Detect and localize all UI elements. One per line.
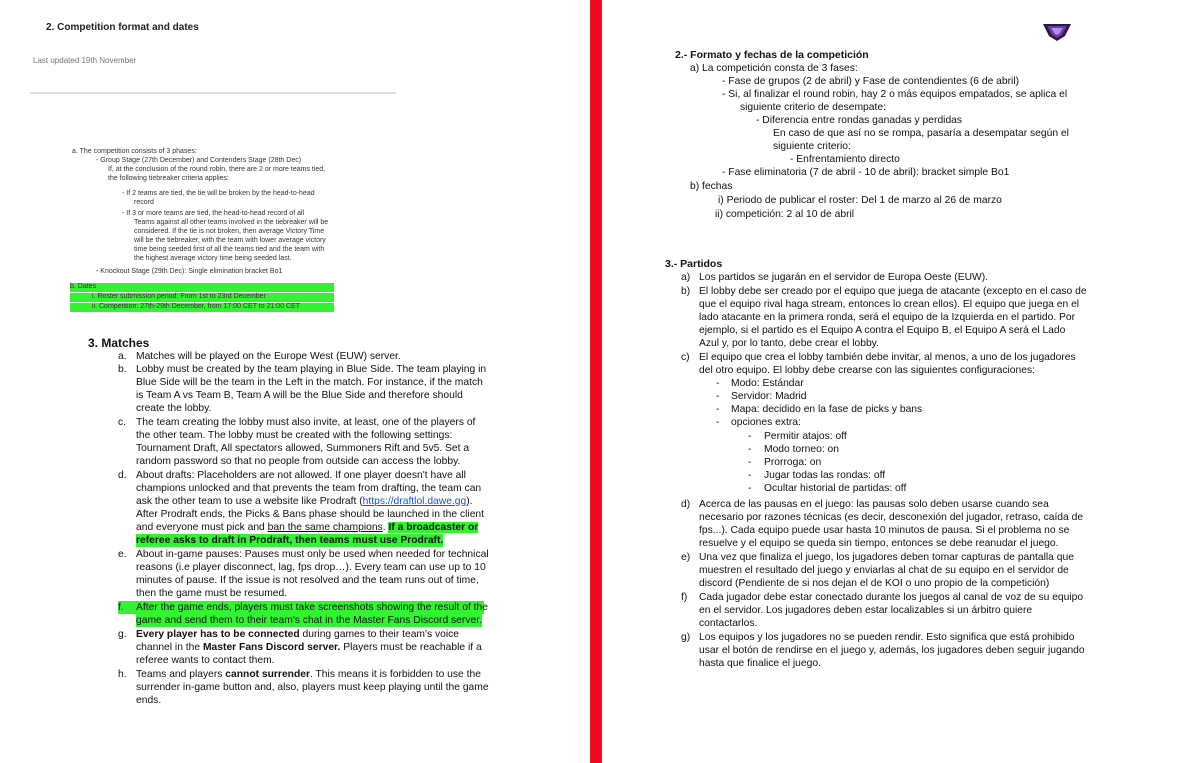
partidos-line: Acerca de las pausas en el juego: las pausas solo deben usarse cuando sea	[699, 499, 1049, 510]
match-rule-line: reasons (i.e player disconnect, lag, fps drop…). Every team can use up to 10	[136, 562, 486, 573]
rule-text: .	[382, 522, 389, 533]
list-marker: -	[748, 483, 752, 494]
partidos-line: lado atacante en la primera ronda, será el equipo de la Izquierda en el partido. Por	[699, 312, 1076, 323]
list-marker: a.	[118, 351, 127, 362]
partidos-line: El equipo que crea el lobby también debe invitar, al menos, a uno de los jugadores	[699, 352, 1076, 363]
rule-text: Teams and players	[136, 669, 226, 680]
phase-line: time being seeded first of all the teams tied and the team with	[134, 246, 325, 253]
dates-heading: b. Dates	[70, 283, 334, 292]
draftlol-link[interactable]: https://draftlol.dawe.gg	[362, 496, 467, 507]
match-rule-line: Tournament Draft, All spectators allowed, Summoners Rift and 5v5. Set a	[136, 443, 470, 454]
list-marker: c)	[681, 352, 690, 363]
settings-line: Permitir atajos: off	[764, 431, 847, 442]
highlight-text: After the game ends, players must take screenshots showing the result of the	[136, 602, 488, 613]
match-rule-line: ends.	[136, 695, 162, 706]
format-line: - Diferencia entre rondas ganadas y perdidas	[756, 115, 963, 126]
match-rule-line: referee wants to contact them.	[136, 655, 275, 666]
match-rule-line: is Team A vs Team B, Team A will be the Blue Side and therefore should	[136, 390, 463, 401]
section-title: 2. Competition format and dates	[46, 22, 199, 33]
partidos-line: El lobby debe ser creado por el equipo que juega de atacante (excepto en el caso de	[699, 286, 1087, 297]
format-line: - Fase de grupos (2 de abril) y Fase de contendientes (6 de abril)	[722, 76, 1020, 87]
format-line: b) fechas	[690, 181, 733, 192]
rule-text: ask the other team to use a website like Prodraft (	[136, 496, 363, 507]
match-rule-line	[136, 521, 478, 534]
format-line: En caso de que así no se rompa, pasaría a desempatar según el	[773, 128, 1069, 139]
list-marker: e.	[118, 549, 127, 560]
list-marker: f)	[681, 592, 688, 603]
list-marker: b)	[681, 286, 691, 297]
match-rule-line: After Prodraft ends, the Picks & Bans phase should be launched in the client	[136, 509, 485, 520]
partidos-line: Una vez que finaliza el juego, los jugadores deben tomar capturas de pantalla que	[699, 552, 1074, 563]
phase-line: considered. If the tie is not broken, then average Victory Time	[134, 228, 325, 235]
matches-heading: 3. Matches	[88, 336, 150, 350]
rule-text: . This means it is forbidden to use the	[309, 669, 481, 680]
settings-line: Mapa: decidido en la fase de picks y bans	[731, 404, 923, 415]
partidos-heading: 3.- Partidos	[665, 258, 723, 270]
partidos-line: discord (Pendiente de si nos dejan el de KOI o uno propio de la competición)	[699, 578, 1050, 589]
match-rule-line	[136, 668, 481, 681]
competition-dates-line: ii. Competition: 27th-29th December, from 17:00 CET to 21:00 CET	[70, 303, 334, 312]
match-rule-line	[136, 641, 482, 654]
rule-text: and everyone must pick and	[136, 522, 268, 533]
match-rule-line: Lobby must be created by the team playing in Blue Side. The team playing in	[136, 364, 487, 375]
rule-text: ).	[466, 496, 473, 507]
match-rule-line	[136, 628, 459, 641]
settings-line: Jugar todas las rondas: off	[764, 470, 886, 481]
list-marker: h.	[118, 669, 127, 680]
phase-line: will be the tiebreaker, with the team with lower average victory	[134, 237, 326, 244]
format-line: - Si, al finalizar el round robin, hay 2 o más equipos empatados, se aplica el	[722, 89, 1068, 100]
match-rule-line: champions unlocked and that prevents the team from drafting, the team can	[136, 483, 482, 494]
red-divider-bar	[590, 0, 602, 763]
settings-line: Modo: Estándar	[731, 378, 804, 389]
match-rule-line: The team creating the lobby must also invite, at least, one of the players of	[136, 417, 476, 428]
format-line: ii) competición: 2 al 10 de abril	[715, 209, 855, 220]
list-marker: c.	[118, 417, 127, 428]
match-rule-line: create the lobby.	[136, 403, 212, 414]
list-marker: -	[748, 444, 752, 455]
list-marker: -	[748, 457, 752, 468]
format-line: a) La competición consta de 3 fases:	[690, 63, 858, 74]
format-line: siguiente criterio:	[773, 141, 851, 152]
highlight-text: referee asks to draft in Prodraft, then teams must use Prodraft.	[136, 535, 444, 546]
format-line: - Fase eliminatoria (7 de abril - 10 de abril): bracket simple Bo1	[722, 167, 1010, 178]
partidos-line: que el equipo rival haga stream, entonces lo crean ellos). El equipo que juega en el	[699, 299, 1080, 310]
rule-text: during games to their team's voice	[299, 629, 460, 640]
phase-line: Teams against all other teams involved in the tiebreaker will be	[134, 219, 329, 226]
format-line: i) Periodo de publicar el roster: Del 1 de marzo al 26 de marzo	[718, 195, 1002, 206]
partidos-line: usar el botón de rendirse en el juego y, además, los jugadores deben seguir jugando	[699, 645, 1085, 656]
ban-same-text: ban the same champions	[267, 522, 383, 533]
partidos-line: del otro equipo. El lobby debe crearse con las siguientes configuraciones:	[699, 365, 1036, 376]
shield-logo-icon	[1041, 22, 1073, 42]
left-document-page	[0, 0, 590, 763]
phase-line: If, at the conclusion of the round robin, there are 2 or more teams tied,	[108, 166, 326, 173]
partidos-line: Los partidos se jugarán en el servidor de Europa Oeste (EUW).	[699, 272, 989, 283]
phase-line: record	[134, 199, 154, 206]
bold-text: Every player has to be connected	[136, 629, 300, 640]
format-line: siguiente criterio de desempate:	[740, 102, 886, 113]
section-title-es: 2.- Formato y fechas de la competición	[675, 49, 869, 61]
match-rule-line: minutes of pause. If the issue is not resolved and the team runs out of time,	[136, 575, 479, 586]
list-marker: -	[716, 391, 720, 402]
settings-line: opciones extra:	[731, 417, 801, 428]
bold-text: Master Fans Discord server.	[202, 642, 341, 653]
bold-text: cannot surrender	[225, 669, 310, 680]
settings-line: Servidor: Madrid	[731, 391, 807, 402]
list-marker: -	[716, 417, 720, 428]
list-marker: d)	[681, 499, 691, 510]
divider-line	[30, 92, 396, 94]
partidos-line: ejemplo, si el partido es el Equipo A contra el Equipo B, el Equipo A será el Lado	[699, 325, 1066, 336]
phase-line: - Group Stage (27th December) and Contenders Stage (28th Dec)	[96, 157, 302, 164]
partidos-line: en el servidor. Los jugadores deben estar localizables si un árbitro quiere	[699, 605, 1033, 616]
list-marker: d.	[118, 470, 127, 481]
list-marker: e)	[681, 552, 691, 563]
partidos-line: necesario por razones técnicas (es decir, desconexión del jugador, retraso, caída de	[699, 512, 1084, 523]
settings-line: Ocultar historial de partidas: off	[764, 483, 907, 494]
match-rule-line: Blue Side will be the team in the Left in the match. For instance, if the match	[136, 377, 483, 388]
match-rule-line: surrender in-game button and, also, players must keep playing until the game	[136, 682, 489, 693]
marker-text: f.	[118, 602, 124, 613]
phase-line: - If 3 or more teams are tied, the head-to-head record of all	[122, 210, 305, 217]
partidos-line: muestren el resultado del juego y enviarlas al chat de su equipo en el servidor de	[699, 565, 1069, 576]
phase-line: the highest average victory time being seeded last.	[134, 255, 292, 262]
phase-line: a. The competition consists of 3 phases:	[72, 148, 197, 155]
partidos-line: hasta que finalice el juego.	[699, 658, 821, 669]
partidos-line: Los equipos y los jugadores no se pueden rendir. Esto significa que está prohibido	[699, 632, 1075, 643]
match-rule-line: random password so that no people from outside can access the lobby.	[136, 456, 461, 467]
match-rule-line: About drafts: Placeholders are not allowed. If one player doesn't have all	[136, 470, 466, 481]
partidos-line: fps...). Cada equipo puede usar hasta 10 minutos de pausa. Si el problema no se	[699, 525, 1070, 536]
rule-text: channel in the	[136, 642, 203, 653]
rule-text: Players must be reachable if a	[340, 642, 482, 653]
highlight-text: If a broadcaster or	[388, 522, 479, 533]
match-rule-line: About in-game pauses: Pauses must only be used when needed for technical	[136, 549, 489, 560]
list-marker: -	[716, 378, 720, 389]
phase-line: - Knockout Stage (29th Dec): Single elimination bracket Bo1	[96, 268, 283, 275]
list-marker: -	[748, 470, 752, 481]
list-marker: b.	[118, 364, 127, 375]
list-marker: -	[716, 404, 720, 415]
phase-line: the following tiebreaker criteria applies:	[108, 175, 230, 182]
match-rule-line: the other team. The lobby must be created with the following settings:	[136, 430, 453, 441]
highlight-text: game and send them to their team's chat in the Master Fans Discord server.	[136, 615, 482, 626]
partidos-line: contactarlos.	[699, 618, 758, 629]
list-marker: -	[748, 431, 752, 442]
phase-line: - If 2 teams are tied, the tie will be broken by the head-to-head	[122, 190, 315, 197]
settings-line: Modo torneo: on	[764, 444, 839, 455]
partidos-line: Azul y, por lo tanto, debe crear el lobby.	[699, 338, 879, 349]
format-line: - Enfrentamiento directo	[790, 154, 900, 165]
partidos-line: resuelve y el equipo se queda sin tiempo, entonces se debe reanudar el juego.	[699, 538, 1059, 549]
roster-period-line: i. Roster submission period: From 1st to 23rd December	[70, 293, 334, 302]
list-marker: g)	[681, 632, 691, 643]
partidos-line: Cada jugador debe estar conectado durante los juegos al canal de voz de su equipo	[699, 592, 1084, 603]
settings-line: Prorroga: on	[764, 457, 822, 468]
last-updated-text: Last updated 19th November	[33, 56, 137, 65]
match-rule-line: Matches will be played on the Europe West (EUW) server.	[136, 351, 401, 362]
match-rule-line	[136, 495, 473, 508]
list-marker: g.	[118, 629, 127, 640]
match-rule-line: then the game must be resumed.	[136, 588, 288, 599]
list-marker: a)	[681, 272, 691, 283]
